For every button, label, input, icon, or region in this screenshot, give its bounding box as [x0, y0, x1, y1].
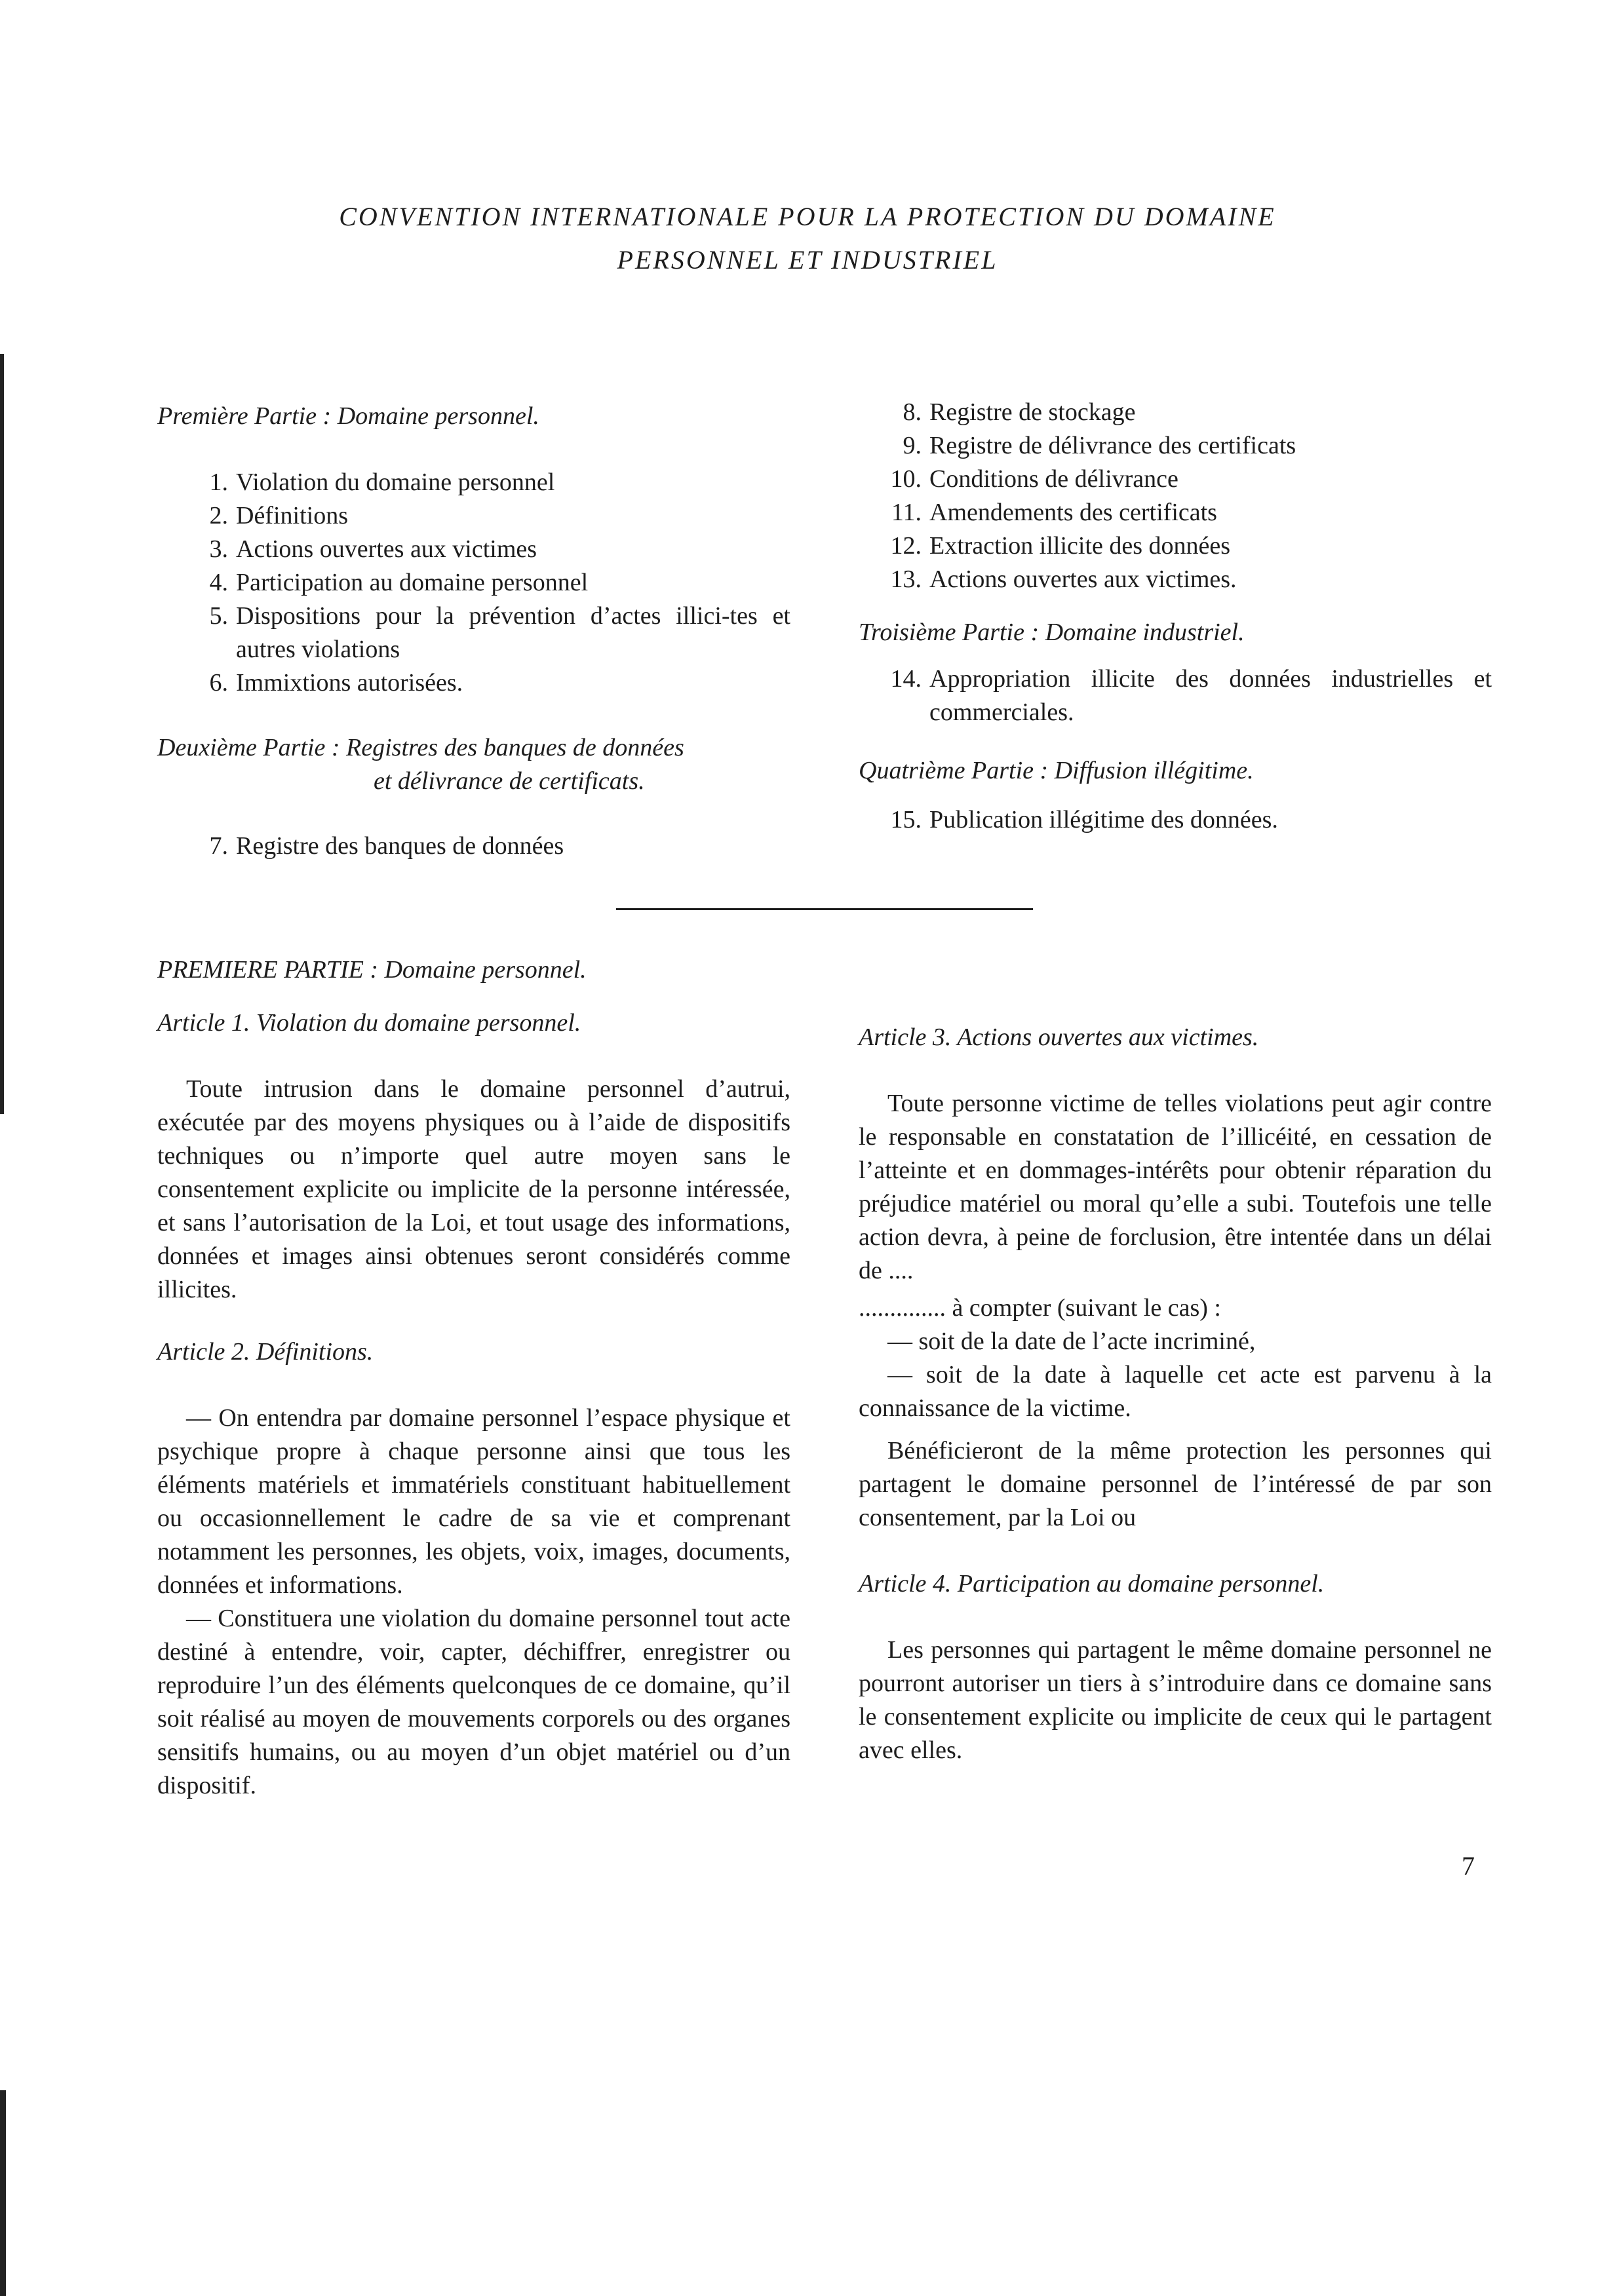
scan-edge-top — [0, 354, 4, 1114]
part-heading: PREMIERE PARTIE : Domaine personnel. — [157, 956, 587, 984]
toc-item: 14. Appropriation illicite des données industrielles et commerciales. — [890, 665, 1492, 726]
article-3-item-2: — soit de la date à laquelle cet acte est parvenu à la connaissance de la victime. — [859, 1361, 1492, 1422]
toc-item: 5. Dispositions pour la prévention d’actes illici-tes et autres violations — [209, 602, 790, 663]
document-title — [157, 195, 1458, 282]
toc-item: 11. Amendements des certificats — [891, 499, 1217, 526]
section-divider — [616, 908, 1033, 910]
toc-item: 1. Violation du domaine personnel — [209, 469, 555, 496]
article-4-title: Article 4. Participation au domaine personnel. — [859, 1570, 1325, 1598]
toc-item: 8. Registre de stockage — [903, 398, 1136, 426]
toc-part3-heading: Troisième Partie : Domaine industriel. — [859, 619, 1245, 646]
toc-item: 13. Actions ouvertes aux victimes. — [890, 565, 1237, 593]
article-1-title: Article 1. Violation du domaine personnel. — [157, 1009, 581, 1037]
toc-item: 12. Extraction illicite des données — [890, 532, 1231, 560]
toc-part4-heading: Quatrième Partie : Diffusion illégitime. — [859, 757, 1254, 784]
article-3-text-2: .............. à compter (suivant le cas) : — [859, 1294, 1221, 1322]
toc-part2-heading-line2: et délivrance de certificats. — [374, 767, 645, 795]
article-3-text-3: Bénéficieront de la même protection les personnes qui partagent le domaine personnel de l’intéressé de par son consentement, par la Loi ou — [859, 1437, 1492, 1531]
toc-item: 2. Définitions — [209, 502, 348, 529]
toc-left-column — [157, 400, 790, 863]
toc-item: 15. Publication illégitime des données. — [890, 806, 1278, 833]
toc-item: 3. Actions ouvertes aux victimes — [209, 535, 537, 563]
body-left-column — [157, 953, 790, 1803]
toc-part2-heading — [157, 731, 790, 798]
toc-item: 7. Registre des banques de données — [209, 832, 564, 860]
article-3-item-1: — soit de la date de l’acte incriminé, — [887, 1328, 1256, 1355]
article-3-text-1: Toute personne victime de telles violations peut agir contre le responsable en constatation de l’illicéité, en cessation de l’atteinte et en dommages-intérêts pour obtenir réparation du préjudice matériel ou moral qu’elle a subi. Toutefois une telle action devra, à peine de forclusion, être intentée dans un délai de .... — [859, 1090, 1492, 1284]
toc-part1-heading: Première Partie : Domaine personnel. — [157, 402, 539, 430]
article-4-text: Les personnes qui partagent le même domaine personnel ne pourront autoriser un tiers à s’introduire dans ce domaine sans le consentement explicite ou implicite de ceux qui le partagent avec elles. — [859, 1636, 1492, 1764]
toc-item: 4. Participation au domaine personnel — [209, 569, 589, 596]
article-2-title: Article 2. Définitions. — [157, 1338, 374, 1366]
article-3-title: Article 3. Actions ouvertes aux victimes. — [859, 1024, 1259, 1051]
article-2-text-1: — On entendra par domaine personnel l’espace physique et psychique propre à chaque personne ainsi que tous les éléments matériels et immatériels constituant habituellement ou occasionnellement le cadre de sa vie et comprenant notamment les personnes, les objets, voix, images, documents, données et informations. — [157, 1404, 790, 1599]
toc-item: 10. Conditions de délivrance — [890, 465, 1178, 493]
page-number: 7 — [1462, 1851, 1475, 1881]
title-line-1: CONVENTION INTERNATIONALE POUR LA PROTECTION DU DOMAINE — [339, 202, 1276, 231]
toc-right-column — [859, 396, 1492, 837]
toc-item: 6. Immixtions autorisées. — [209, 669, 463, 697]
article-1-text: Toute intrusion dans le domaine personnel d’autrui, exécutée par des moyens physiques ou à l’aide de dispositifs techniques ou n’importe quel autre moyen sans le consentement explicite ou implicite de la personne intéressée, et sans l’autorisation de la Loi, et tout usage des informations, données et images ainsi obtenues seront considérés comme illicites. — [157, 1075, 790, 1303]
article-2-text-2: — Constituera une violation du domaine personnel tout acte destiné à entendre, voir, capter, déchiffrer, enregistrer ou reproduire l’un des éléments quelconques de ce domaine, qu’il soit réalisé au moyen de mouvements corporels ou des organes sensitifs humains, ou au moyen d’un objet matériel ou d’un dispositif. — [157, 1605, 790, 1799]
scan-edge-bottom — [0, 2090, 6, 2296]
toc-part2-heading-line1: Deuxième Partie : Registres des banques de données — [157, 734, 684, 761]
title-line-2: PERSONNEL ET INDUSTRIEL — [617, 245, 998, 275]
toc-item: 9. Registre de délivrance des certificats — [903, 432, 1296, 459]
body-right-column — [859, 949, 1492, 1767]
